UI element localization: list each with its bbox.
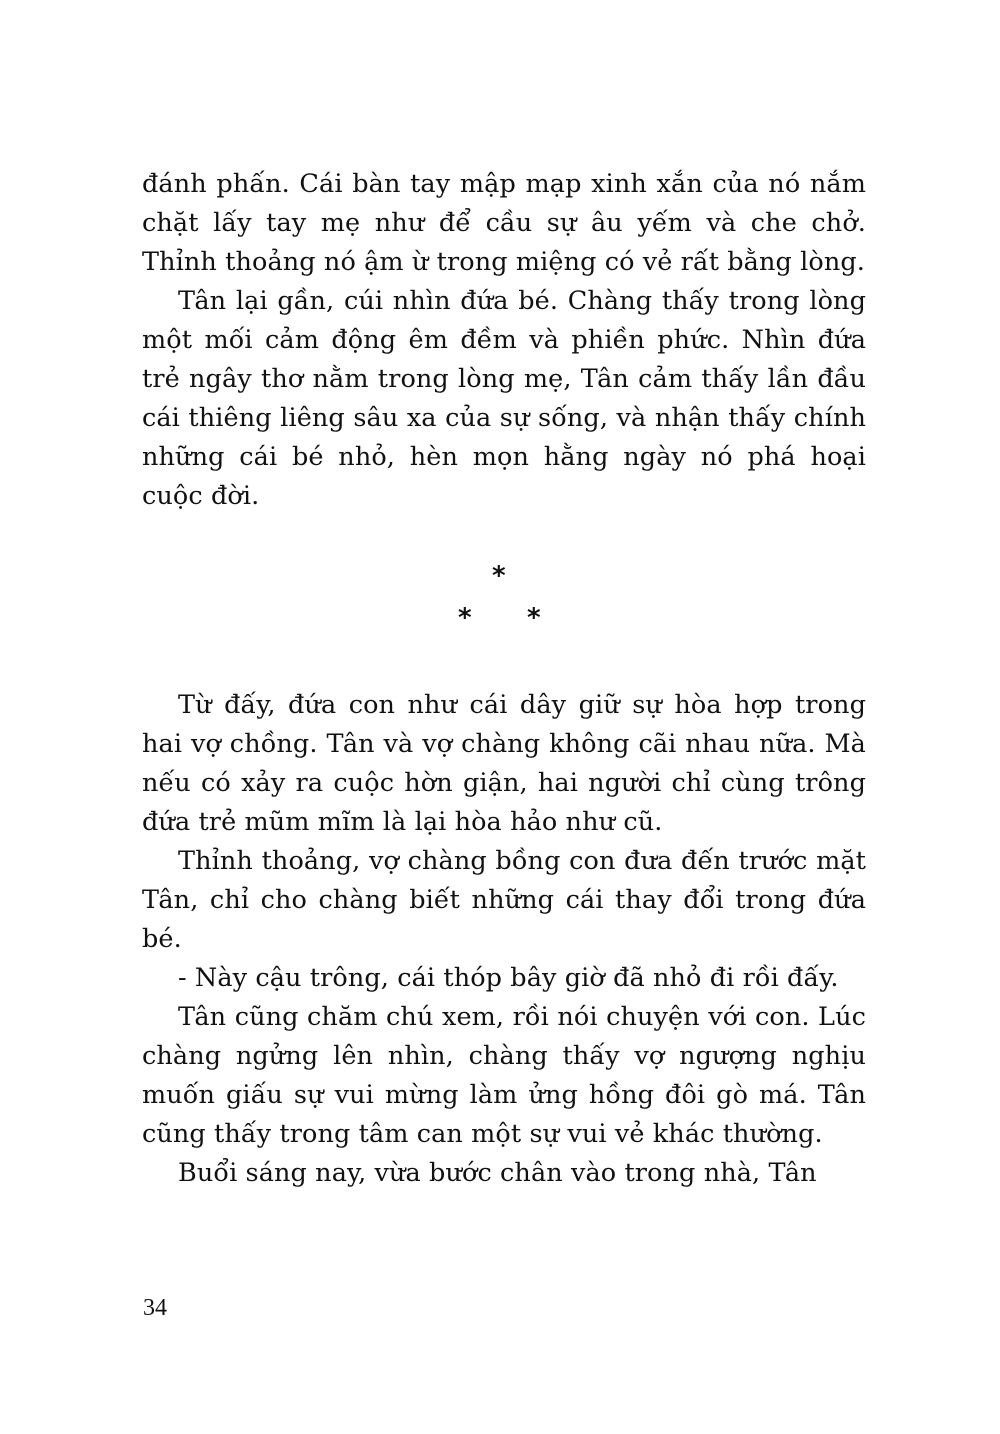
paragraph: Thỉnh thoảng, vợ chàng bồng con đưa đến trước mặt Tân, chỉ cho chàng biết những cái thay đổi trong đứa bé. <box>142 846 866 954</box>
section-separator <box>142 531 866 671</box>
asterisk-left: * <box>458 603 472 633</box>
paragraph: Tân lại gần, cúi nhìn đứa bé. Chàng thấy trong lòng một mối cảm động êm đềm và phiền phức. Nhìn đứa trẻ ngây thơ nằm trong lòng mẹ, Tân cảm thấy lần đầu cái thiêng liêng sâu xa của sự sống, và nhận thấy chính những cái bé nhỏ, hèn mọn hằng ngày nó phá hoại cuộc đời. <box>142 286 866 511</box>
paragraph: Từ đấy, đứa con như cái dây giữ sự hòa hợp trong hai vợ chồng. Tân và vợ chàng không cãi nhau nữa. Mà nếu có xảy ra cuộc hờn giận, hai người chỉ cùng trông đứa trẻ mũm mĩm là lại hòa hảo như cũ. <box>142 690 866 837</box>
dialogue-line: - Này cậu trông, cái thóp bây giờ đã nhỏ đi rồi đấy. <box>178 963 839 993</box>
page-number: 34 <box>143 1295 167 1321</box>
page-body <box>142 165 866 1193</box>
asterisk-top: * <box>492 561 506 591</box>
paragraph-continued: đánh phấn. Cái bàn tay mập mạp xinh xắn của nó nắm chặt lấy tay mẹ như để cầu sự âu yếm và che chở. Thỉnh thoảng nó ậm ừ trong miệng có vẻ rất bằng lòng. <box>142 169 866 277</box>
paragraph: Tân cũng chăm chú xem, rồi nói chuyện với con. Lúc chàng ngửng lên nhìn, chàng thấy vợ ngượng nghịu muốn giấu sự vui mừng làm ửng hồng đôi gò má. Tân cũng thấy trong tâm can một sự vui vẻ khác thường. <box>142 1002 866 1149</box>
asterisk-right: * <box>527 603 541 633</box>
paragraph: Buổi sáng nay, vừa bước chân vào trong nhà, Tân <box>178 1158 817 1188</box>
